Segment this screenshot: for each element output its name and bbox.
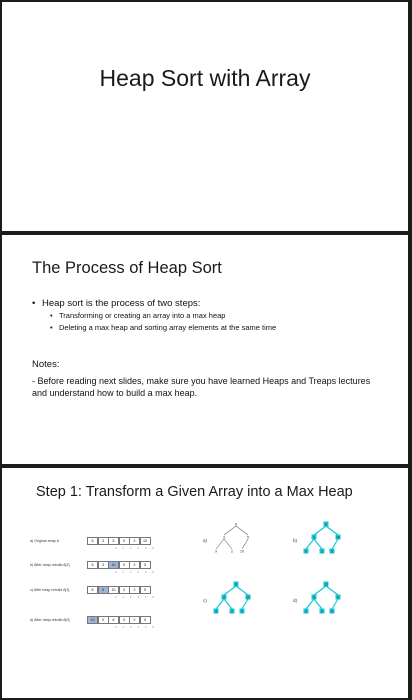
array-index-labels: 012345	[115, 570, 160, 574]
slide-process	[2, 235, 408, 464]
tree-edge	[224, 539, 232, 549]
array-row	[30, 616, 160, 629]
tree-edge	[314, 599, 322, 609]
array-cell: 2	[129, 616, 140, 624]
tree-node-value: 2	[231, 549, 233, 554]
array-cell: 5	[108, 537, 119, 545]
slide-1-title: Heap Sort with Array	[99, 65, 311, 91]
sub-bullet-text: Transforming or creating an array into a max heap	[59, 311, 226, 320]
array-cells	[87, 537, 150, 545]
slide-step-1	[2, 468, 408, 698]
array-cells	[87, 616, 150, 624]
tree-edge	[314, 526, 326, 535]
bullet-dot-icon: •	[32, 298, 36, 309]
tree-node-value: 9	[223, 595, 225, 600]
array-cell: 10	[108, 561, 119, 569]
tree-node-value: 2	[231, 609, 233, 614]
tree-edge	[306, 539, 314, 549]
tree-node-value: 3	[215, 609, 217, 614]
array-cell: 9	[119, 561, 130, 569]
tree-edge	[332, 599, 338, 609]
tree-node-value: 9	[215, 549, 217, 554]
array-index-labels: 012345	[115, 625, 160, 629]
array-cells	[87, 561, 150, 569]
array-label: a) Original array A	[30, 539, 59, 543]
slide-title	[2, 2, 408, 231]
tree-edge	[314, 539, 322, 549]
tree-node-value: 5	[331, 609, 333, 614]
tree-node-value: 6	[325, 522, 327, 527]
tree-edge	[216, 599, 224, 609]
bullet-item	[32, 297, 276, 310]
array-cell: 2	[129, 537, 140, 545]
array-cell: 5	[140, 561, 151, 569]
bullet-list	[32, 297, 276, 333]
tree-node-value: 5	[331, 549, 333, 554]
tree-label: d)	[293, 598, 298, 603]
array-cell: 3	[119, 586, 130, 594]
array-cell: 2	[129, 586, 140, 594]
tree-node-value: 3	[223, 535, 225, 540]
slide-2-title: The Process of Heap Sort	[32, 259, 222, 277]
tree-edge	[242, 599, 248, 609]
array-row	[30, 586, 160, 599]
array-cell: 9	[98, 616, 109, 624]
tree-edge	[242, 539, 248, 549]
array-label: b) After heap rebuild A[2]	[30, 563, 70, 567]
bullet-dot-icon: •	[50, 311, 53, 320]
array-cell: 5	[140, 586, 151, 594]
tree-node-value: 6	[235, 522, 237, 527]
tree-node-value: 10	[324, 582, 328, 587]
tree-node-value: 9	[313, 595, 315, 600]
bullet-dot-icon: •	[50, 322, 53, 332]
array-cell: 3	[119, 616, 130, 624]
tree-node-value: 10	[240, 549, 244, 554]
tree-edge	[236, 586, 248, 595]
sub-bullet-text: Deleting a max heap and sorting array elements at the same time	[59, 322, 277, 332]
tree-edge	[332, 539, 338, 549]
array-row	[30, 561, 160, 574]
array-cell: 6	[87, 586, 98, 594]
array-cells	[87, 586, 150, 594]
tree-node-value: 3	[313, 535, 315, 540]
tree-edge	[314, 586, 326, 595]
array-index-labels: 012345	[115, 546, 160, 550]
array-cell: 10	[87, 616, 98, 624]
array-cell: 10	[108, 586, 119, 594]
array-cell: 6	[87, 561, 98, 569]
tree-label: c)	[203, 598, 207, 603]
tree-edge	[236, 526, 248, 535]
bullet-text: Heap sort is the process of two steps:	[42, 298, 201, 309]
array-cell: 6	[108, 616, 119, 624]
sub-bullet-item	[32, 322, 276, 334]
tree-edge	[216, 539, 224, 549]
tree-node-value: 6	[337, 595, 339, 600]
tree-node-value: 2	[321, 609, 323, 614]
array-cell: 2	[129, 561, 140, 569]
heap-tree	[288, 580, 358, 626]
tree-edge	[224, 526, 236, 535]
tree-node-value: 2	[321, 549, 323, 554]
array-cell: 5	[140, 616, 151, 624]
array-label: c) After heap rebuild A[1]	[30, 588, 70, 592]
sub-bullet-item	[32, 310, 276, 322]
array-row	[30, 537, 160, 550]
tree-node-value: 3	[305, 609, 307, 614]
tree-node-value: 9	[305, 549, 307, 554]
tree-label: b)	[293, 538, 298, 543]
tree-edge	[326, 526, 338, 535]
heap-tree	[198, 520, 268, 566]
heap-tree	[198, 580, 268, 626]
array-cell: 10	[140, 537, 151, 545]
array-cell: 3	[98, 561, 109, 569]
array-cell: 9	[119, 537, 130, 545]
tree-node-value: 10	[246, 595, 250, 600]
tree-edge	[224, 599, 232, 609]
tree-node-value: 5	[247, 535, 249, 540]
array-cell: 6	[87, 537, 98, 545]
array-cell: 9	[98, 586, 109, 594]
heap-tree	[288, 520, 358, 566]
tree-edge	[224, 586, 236, 595]
tree-node-value: 10	[336, 535, 340, 540]
tree-edge	[326, 586, 338, 595]
tree-edge	[306, 599, 314, 609]
notes-heading: Notes:	[32, 359, 60, 370]
notes-body: - Before reading next slides, make sure you have learned Heaps and Treaps lectures and understand how to build a max heap.	[32, 376, 371, 398]
array-label: d) After heap rebuild A[0]	[30, 618, 70, 622]
array-cell: 3	[98, 537, 109, 545]
tree-label: a)	[203, 538, 208, 543]
tree-node-value: 6	[235, 582, 237, 587]
array-index-labels: 012345	[115, 595, 160, 599]
tree-node-value: 5	[241, 609, 243, 614]
slide-3-title: Step 1: Transform a Given Array into a Max Heap	[36, 484, 353, 500]
